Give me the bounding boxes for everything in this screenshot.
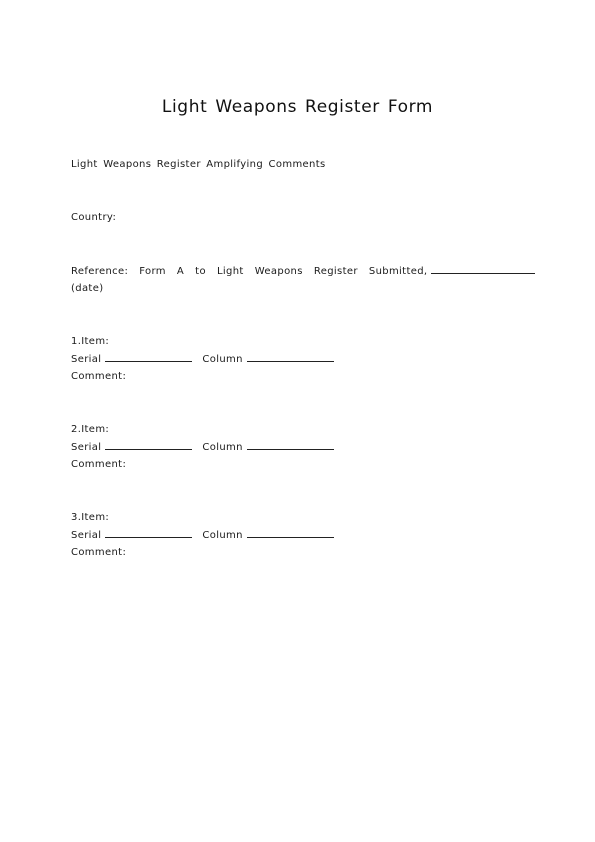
item-3-serial-blank[interactable] bbox=[105, 528, 192, 538]
item-1-column-label: Column bbox=[202, 354, 243, 365]
item-3-column-label: Column bbox=[202, 530, 243, 541]
item-2-column-blank[interactable] bbox=[247, 440, 334, 450]
item-2-column-label: Column bbox=[202, 442, 243, 453]
item-2-comment-label: Comment: bbox=[71, 459, 127, 470]
item-2-heading: 2.Item: bbox=[71, 424, 110, 435]
item-1-column-blank[interactable] bbox=[247, 352, 334, 362]
page-title: Light Weapons Register Form bbox=[161, 97, 434, 117]
reference-line bbox=[71, 264, 535, 279]
reference-date-label: (date) bbox=[71, 283, 104, 294]
item-2-serial-label: Serial bbox=[71, 442, 102, 453]
item-3-serial-label: Serial bbox=[71, 530, 102, 541]
reference-date-blank[interactable] bbox=[431, 264, 535, 274]
item-1-serial-blank[interactable] bbox=[105, 352, 192, 362]
reference-text: Reference: Form A to Light Weapons Register Submitted, bbox=[71, 266, 428, 277]
item-3-heading: 3.Item: bbox=[71, 512, 110, 523]
item-3-column-blank[interactable] bbox=[247, 528, 334, 538]
item-2-fields bbox=[71, 440, 334, 455]
item-1-heading: 1.Item: bbox=[71, 336, 110, 347]
item-2-serial-blank[interactable] bbox=[105, 440, 192, 450]
form-subtitle: Light Weapons Register Amplifying Comments bbox=[71, 159, 326, 170]
item-1-serial-label: Serial bbox=[71, 354, 102, 365]
item-1-comment-label: Comment: bbox=[71, 371, 127, 382]
country-label: Country: bbox=[71, 212, 117, 223]
item-1-fields bbox=[71, 352, 334, 367]
item-3-comment-label: Comment: bbox=[71, 547, 127, 558]
item-3-fields bbox=[71, 528, 334, 543]
